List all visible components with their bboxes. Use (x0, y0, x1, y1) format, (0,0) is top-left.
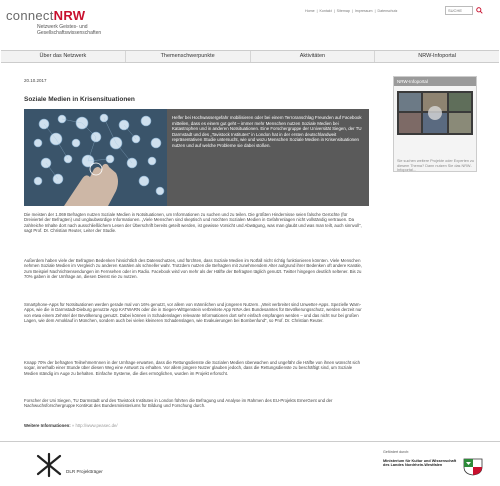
infoportal-collage-image (397, 91, 473, 135)
sidebar-infoportal[interactable] (393, 76, 477, 172)
top-link-impressum[interactable]: Impressum (354, 9, 373, 13)
further-info-label: Weitere Informationen: (24, 423, 71, 428)
logo-subtitle-line2: Gesellschaftswissenschaften (37, 30, 102, 36)
nav-item-themenschwerpunkte[interactable]: Themenschwerpunkte (126, 51, 251, 62)
logo-suffix: NRW (53, 8, 86, 23)
social-network-hand-image (24, 109, 167, 206)
search-icon[interactable] (476, 7, 483, 14)
article-paragraph-1: Die meisten der 1.069 Befragten nutzen Soziale Medien in Notsituationen, um Informationen zu suchen und zu teilen. Die größten Hindernisse seien falsche Gerüchte (für Dreiviertel der Befragten) und unglaubwürdige Informationen. „Viele Menschen sind skeptisch und möchten Sozialen Medien in Gefahrenlagen nicht vollständig vertrauen. Da zahlreiche Inhalte dort nach ausschließlichem Lesen der Überschrift bereits geteilt werden, ist gewisse Vorsicht und Abwägung, was man glaubt und was man teilt, auch sinnvoll“, sagt Prof. Dr. Christian Reuter, Leiter der Studie. (24, 212, 362, 234)
article-paragraph-2: Außerdem haben viele der Befragten Bedenken hinsichtlich des Datenschutzes, und fürchten, dass Soziale Medien im Notfall nicht richtig funktionieren könnten. Viele Menschen nehmen Soziale Medien im Vergleich zu anderen Kanälen als schneller wahr. Trotzdem nutzen die Befragten mit zunehmendem Alter aufgrund ihrer Bedenken oft andere Kanäle, zum Beispiel Nachrichtensendungen im Fernsehen oder im Radio. Facebook wird von mehr als der Hälfte der Befragten täglich genutzt. Twitter hingegen deutlich seltener. Bis zu 70% gaben in der Umfrage an, diesen Dienst nie zu nutzen. (24, 258, 362, 280)
logo-wordmark (6, 8, 101, 23)
nav-item-netzwerk[interactable]: Über das Netzwerk (1, 51, 126, 62)
sidebar-heading: NRW-Infoportal (394, 77, 476, 86)
article-hero (24, 109, 369, 206)
further-info (24, 423, 118, 428)
dlr-logo-icon[interactable] (34, 452, 64, 478)
further-info-link[interactable]: » http://www.peasec.de/ (71, 423, 118, 428)
nav-item-infoportal[interactable]: NRW-Infoportal (418, 53, 456, 59)
top-link-home[interactable]: Home (305, 9, 315, 13)
article-paragraph-3: Smartphone-Apps für Notsituationen werden gerade mal von 16% genutzt, vor allem von männlichen und jüngeren Nutzern. „Weit verbreitet sind Unwetter-Apps. Spezielle Warn-Apps, wie die in Darmstadt-Dieburg genutzte App KATWARN oder die in Siegen-Wittgenstein verbreitete App NINA des Bundesamtes für Bevölkerungsschutz, werden derzeit nur von etwa einem Zehntel der Bevölkerung genutzt. Dabei können in Schadenslagen relevante Informationen dort sehr einfach empfangen werden – und das nicht nur bei großen Lagen, wie dem Amoklauf in München, sondern auch bei vielen kleineren Schadenslagen, wie Evakuierungen bei Bombenfund“, so Prof. Dr. Christian Reuter. (24, 302, 362, 324)
site-header (0, 0, 500, 46)
article-paragraph-5: Forscher der Uni Siegen, TU Darmstadt und des Tavistock Institutes in London führten die Befragung und Analyse im Rahmen des EU-Projekts EmerGent und der Nachwuchsforschergruppe KontiKat des Bundesministeriums für Bildung und Forschung durch. (24, 398, 333, 409)
logo-prefix: connect (6, 8, 54, 23)
article-date: 20.10.2017 (24, 78, 47, 83)
top-link-datenschutz[interactable]: Datenschutz (377, 9, 398, 13)
dlr-label: DLR Projektträger (66, 469, 103, 474)
top-link-kontakt[interactable]: Kontakt (319, 9, 332, 13)
top-links: Home | Kontakt | Sitemap | Impressum | Datenschutz (305, 9, 398, 13)
article-paragraph-4: Knapp 70% der befragten TeilnehmerInnen in der Umfrage erwarten, dass die Rettungsdienste die Sozialen Medien überwachen und ungefähr die Hälfte von ihnen wünscht sich sogar, innerhalb einer Stunde über diesen Weg eine Antwort zu erhalten. Vor allem jüngere Nutzer glauben jedoch, dass die Rettungsdienste zu beschäftigt sind, um Soziale Medien ständig im Auge zu behalten. Einfache Systeme, die dies ermöglichen, wurden im Projekt erforscht. (24, 360, 361, 376)
footer-divider (0, 441, 500, 442)
top-link-sitemap[interactable]: Sitemap (336, 9, 350, 13)
article-title: Soziale Medien in Krisensituationen (24, 96, 135, 103)
sidebar-text: Sie suchen weitere Projekte oder Experten zu diesem Thema? Dann nutzen Sie das NRW-Infoportal... (397, 159, 475, 173)
main-navigation (1, 50, 499, 63)
funded-by-label: Gefördert durch: (383, 450, 410, 454)
ministry-name: Ministerium für Kultur und Wissenschaft des Landes Nordrhein-Westfalen (383, 459, 457, 468)
logo-subtitle (6, 24, 101, 36)
logo-subtitle-line1: Netzwerk Geistes- und (37, 24, 88, 30)
nrw-coat-of-arms-icon[interactable] (462, 458, 484, 476)
site-logo[interactable] (6, 8, 101, 36)
search-input[interactable]: SUCHE (445, 6, 473, 15)
article-teaser: Helfer bei Hochwassergefahr mobilisieren oder bei einem Terroranschlag Freunden auf Facebook mitteilen, dass es einem gut geht – immer mehr Menschen nutzen Soziale Medien bei Katastrophen und in anderen Notsituationen. Eine Forschergruppe der Universität Siegen, der TU Darmstadt und des „Tavistock Institutes“ in London hat in der ersten deutschlandweit repräsentativen Studie untersucht, wie und wozu Menschen Soziale Medien in Krisensituationen nutzen und auf welche Probleme sie dabei stoßen. (172, 115, 362, 148)
nav-item-aktivitaeten[interactable]: Aktivitäten (251, 51, 376, 62)
